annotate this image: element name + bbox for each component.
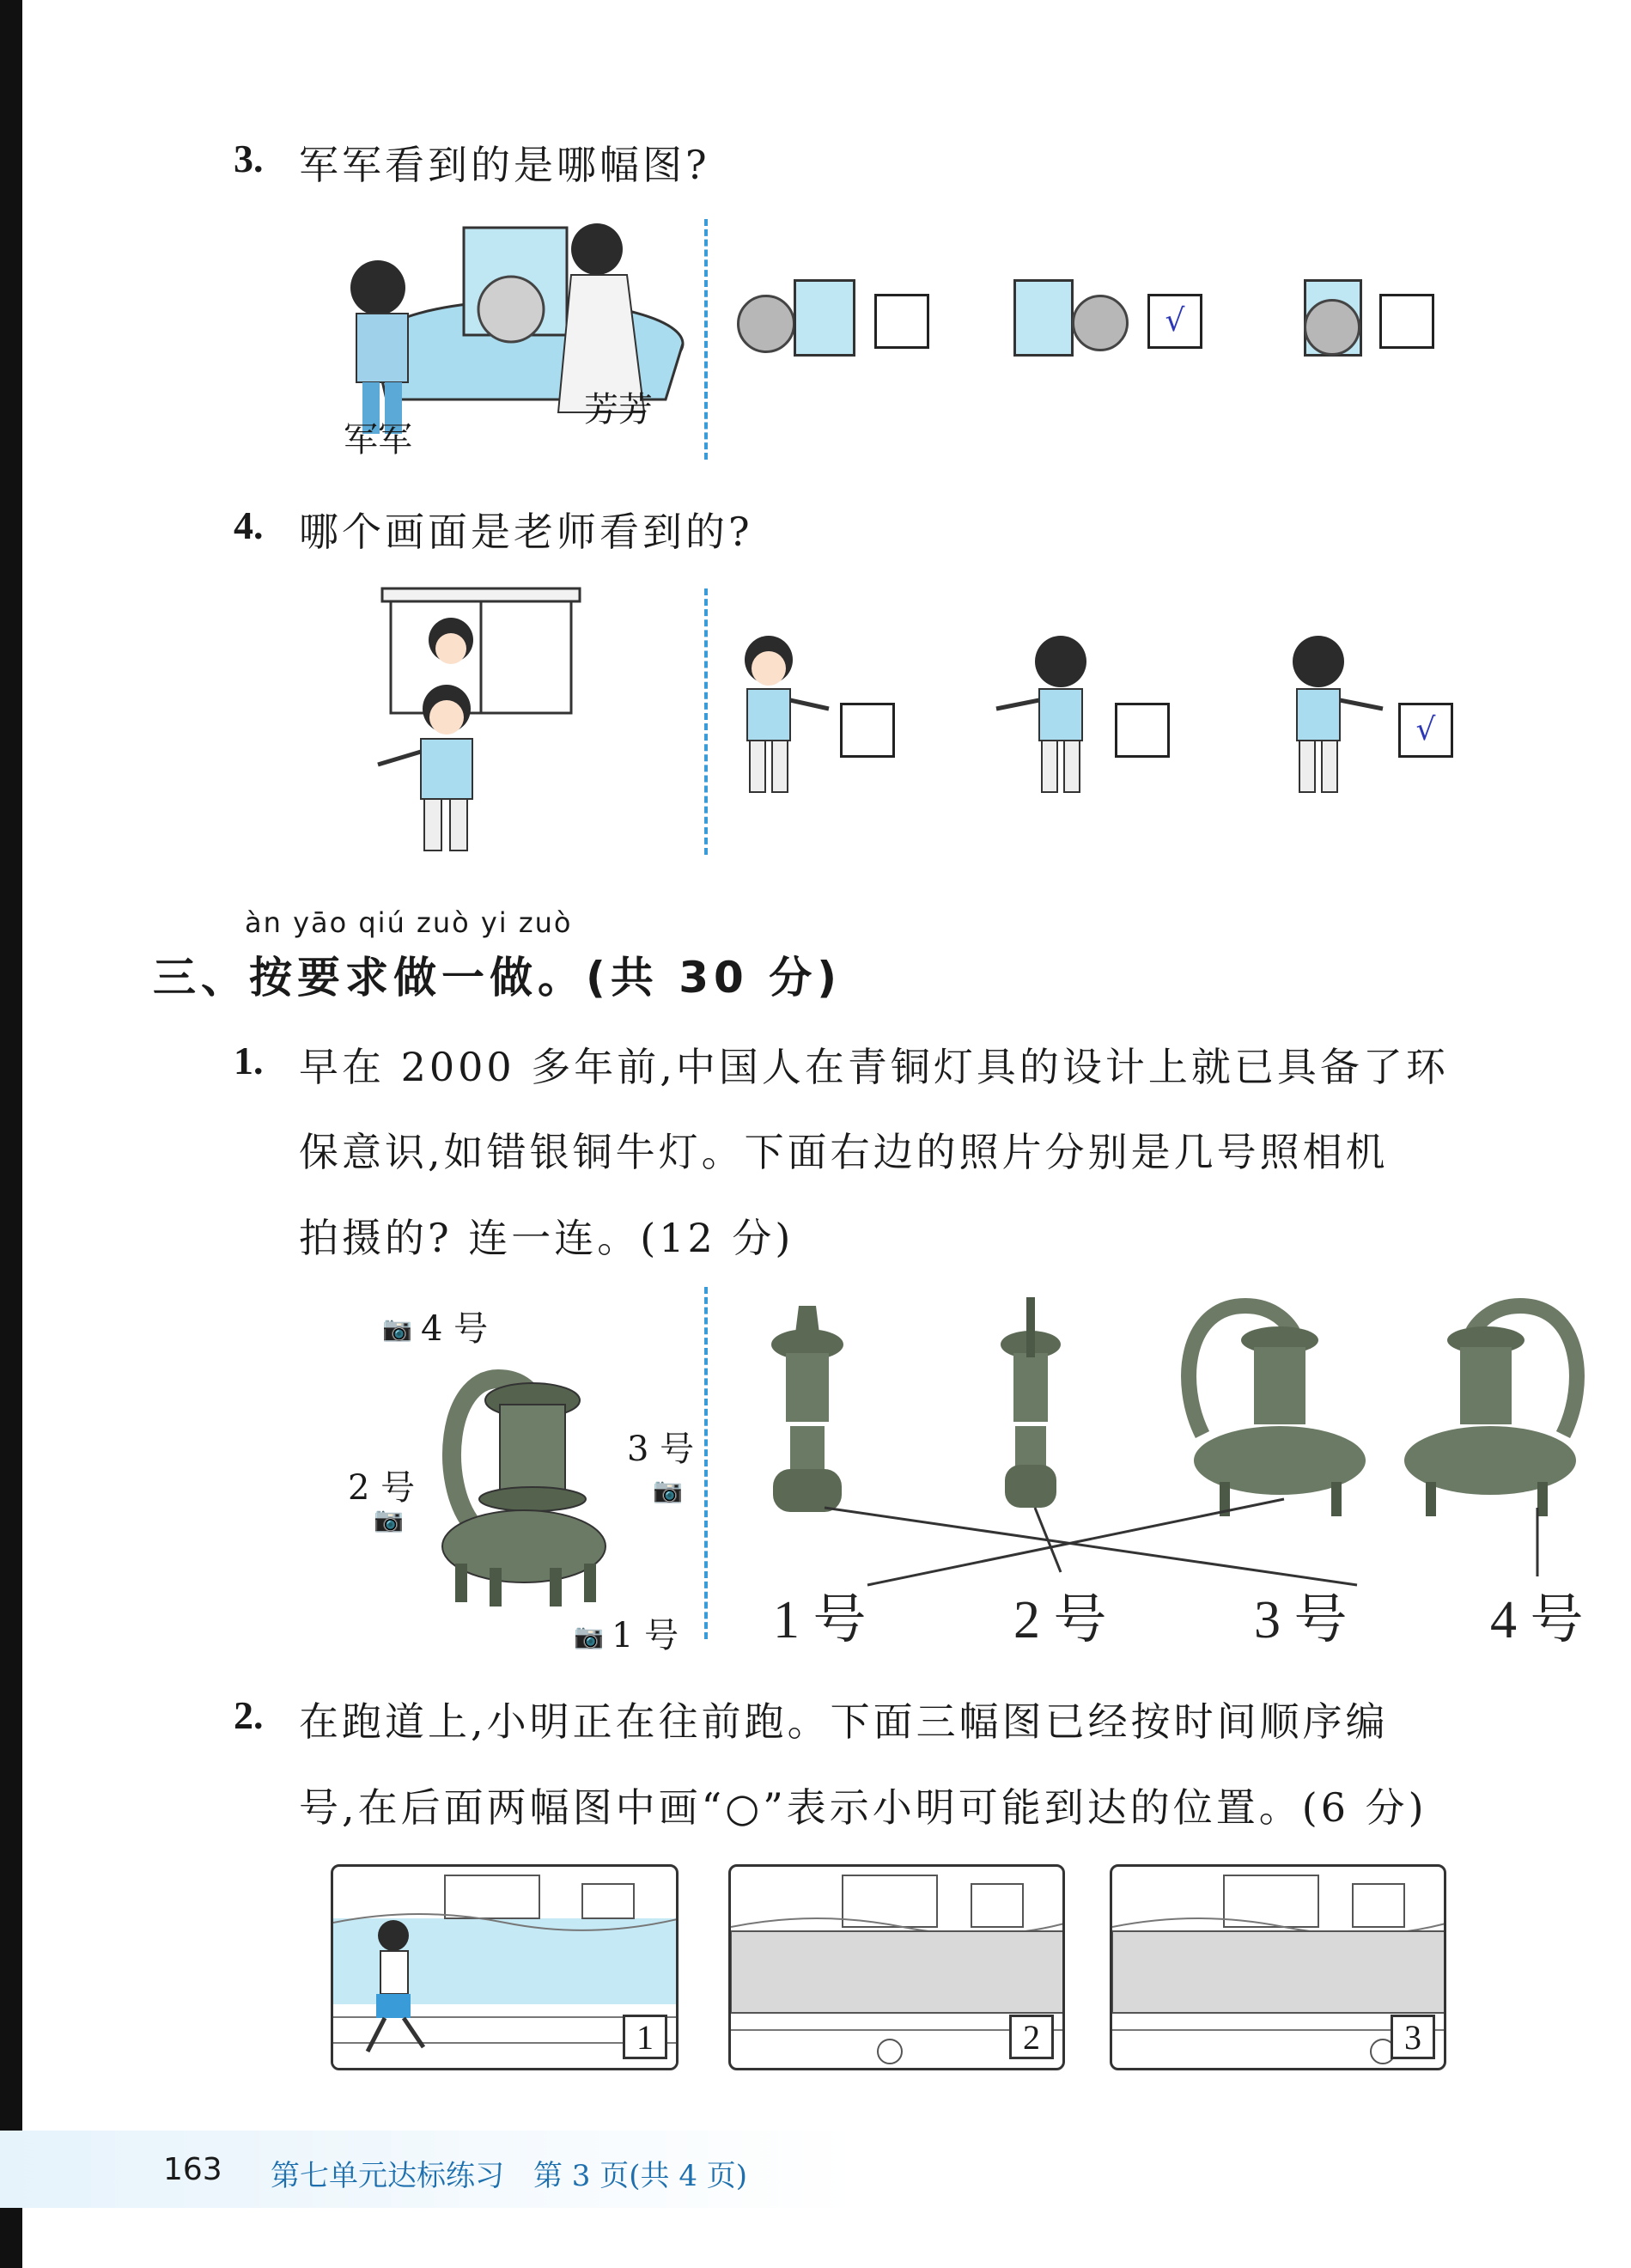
camera-4-label: 4 号 — [421, 1309, 489, 1349]
photo-label-2: 2 号 — [1013, 1591, 1107, 1649]
q3-option-b-sphere — [1072, 295, 1129, 351]
binding-edge — [0, 0, 22, 2268]
frame-1-number: 1 — [623, 2015, 667, 2059]
q4-answer-box-c[interactable]: √ — [1398, 703, 1453, 758]
s3q2-line1: 在跑道上,小明正在往前跑。下面三幅图已经按时间顺序编 — [299, 1698, 1389, 1745]
camera-4-icon: 📷 — [382, 1314, 412, 1343]
photo-label-3: 3 号 — [1254, 1591, 1348, 1649]
camera-3-icon: 📷 — [653, 1476, 683, 1504]
q3-answer-box-a[interactable] — [874, 294, 929, 349]
running-frame-2[interactable] — [728, 1864, 1065, 2070]
q3-label-fangfang: 芳芳 — [584, 390, 653, 430]
q3-answer-box-b[interactable]: √ — [1147, 294, 1202, 349]
q3-option-c-sphere — [1304, 299, 1360, 356]
running-frame-1 — [331, 1864, 679, 2070]
camera-1-label: 1 号 — [612, 1616, 679, 1655]
q4-answer-box-a[interactable] — [840, 703, 895, 758]
s3q1-line1: 早在 2000 多年前,中国人在青铜灯具的设计上就已具备了环 — [299, 1044, 1449, 1090]
photo-label-1: 1 号 — [773, 1591, 867, 1649]
q4-answer-box-b[interactable] — [1115, 703, 1170, 758]
frame-3-number: 3 — [1391, 2015, 1435, 2059]
q3-label-junjun: 军军 — [344, 420, 412, 460]
q3-option-a-cube — [794, 279, 855, 357]
q4-option-a-boy-front — [726, 636, 837, 808]
running-frame-3[interactable] — [1110, 1864, 1446, 2070]
photo-label-4: 4 号 — [1490, 1591, 1584, 1649]
q3-text: 军军看到的是哪幅图? — [299, 142, 710, 188]
q4-scene-illustration — [369, 584, 593, 859]
section3-pinyin: àn yāo qiú zuò yi zuò — [245, 906, 573, 939]
q4-number: 4. — [234, 503, 264, 547]
q3-option-b-cube — [1013, 279, 1074, 357]
bronze-ox-lamp-illustration — [421, 1344, 627, 1611]
q4-text: 哪个画面是老师看到的? — [299, 509, 753, 555]
frame-2-number: 2 — [1009, 2015, 1054, 2059]
q3-answer-box-c[interactable] — [1379, 294, 1434, 349]
q3-option-a-sphere — [737, 295, 795, 353]
q4-option-c-boy-back — [1271, 636, 1391, 808]
s3q1-line2: 保意识,如错银铜牛灯。下面右边的照片分别是几号照相机 — [299, 1129, 1389, 1175]
camera-2-icon: 📷 — [374, 1505, 404, 1533]
section3-title: 三、按要求做一做。(共 30 分) — [153, 953, 843, 1003]
s3q1-line3: 拍摄的? 连一连。(12 分) — [299, 1215, 794, 1261]
q3-number: 3. — [234, 137, 264, 180]
page-number: 163 — [163, 2152, 222, 2187]
s3q2-number: 2. — [234, 1693, 264, 1737]
s3q1-number: 1. — [234, 1039, 264, 1082]
s3q1-photos-strip — [739, 1289, 1598, 1658]
q4-divider — [704, 588, 708, 855]
q4-option-b-boy-back — [988, 636, 1108, 808]
camera-2-label: 2 号 — [348, 1468, 416, 1508]
s3q1-divider — [704, 1287, 708, 1639]
camera-3-label: 3 号 — [627, 1430, 695, 1469]
q3-divider — [704, 219, 708, 460]
s3q2-line2: 号,在后面两幅图中画“○”表示小明可能到达的位置。(6 分) — [299, 1784, 1427, 1831]
camera-1-icon: 📷 — [574, 1622, 604, 1650]
footer-text: 第七单元达标练习 第 3 页(共 4 页) — [271, 2159, 748, 2193]
